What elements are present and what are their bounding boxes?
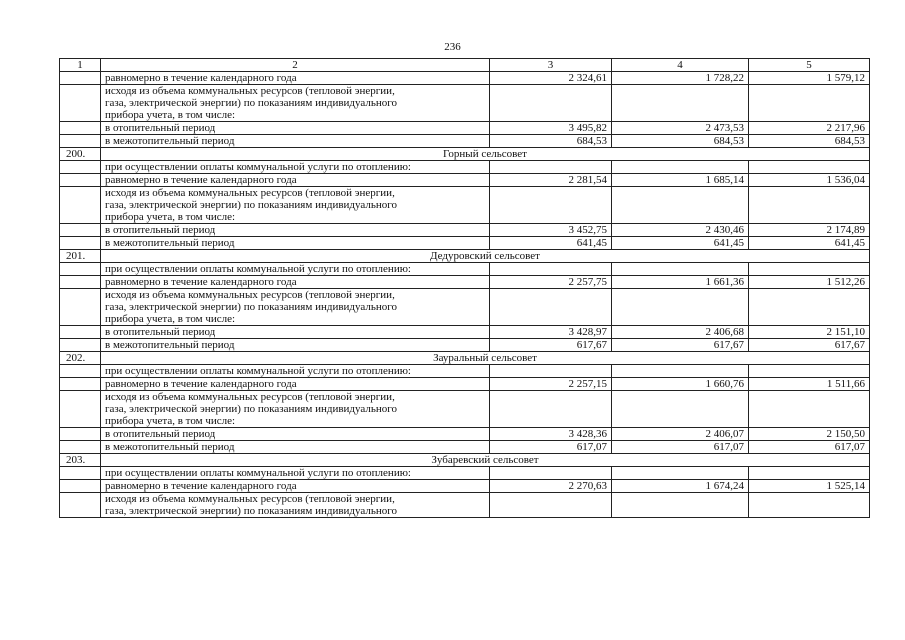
value-col-4	[612, 289, 749, 326]
value-col-5	[749, 467, 870, 480]
value-col-5: 617,67	[749, 339, 870, 352]
row-number	[60, 174, 101, 187]
value-col-3	[490, 263, 612, 276]
table-row	[60, 378, 870, 391]
value-col-5: 1 511,66	[749, 378, 870, 391]
value-col-5: 684,53	[749, 135, 870, 148]
value-col-3: 617,67	[490, 339, 612, 352]
row-number	[60, 276, 101, 289]
table-row	[60, 467, 870, 480]
row-number	[60, 480, 101, 493]
row-number	[60, 391, 101, 428]
value-col-4	[612, 493, 749, 518]
value-col-5	[749, 187, 870, 224]
row-number	[60, 441, 101, 454]
table-row	[60, 339, 870, 352]
value-col-4: 1 660,76	[612, 378, 749, 391]
section-title: Зауральный сельсовет	[101, 352, 870, 365]
table-row	[60, 135, 870, 148]
row-number	[60, 493, 101, 518]
header-col-1: 1	[60, 59, 101, 72]
value-col-5	[749, 365, 870, 378]
value-col-4	[612, 85, 749, 122]
value-col-5: 641,45	[749, 237, 870, 250]
value-col-4: 1 661,36	[612, 276, 749, 289]
value-col-5: 2 151,10	[749, 326, 870, 339]
row-number	[60, 237, 101, 250]
header-col-5: 5	[749, 59, 870, 72]
value-col-5: 2 217,96	[749, 122, 870, 135]
row-description: равномерно в течение календарного года	[101, 276, 490, 289]
table-row	[60, 391, 870, 428]
row-number	[60, 263, 101, 276]
row-description: в отопительный период	[101, 326, 490, 339]
section-title: Зубаревский сельсовет	[101, 454, 870, 467]
row-description: при осуществлении оплаты коммунальной услуги по отоплению:	[101, 365, 490, 378]
header-col-3: 3	[490, 59, 612, 72]
value-col-5	[749, 161, 870, 174]
row-number	[60, 339, 101, 352]
table-row	[60, 289, 870, 326]
value-col-4: 2 430,46	[612, 224, 749, 237]
table-row	[60, 326, 870, 339]
row-description: в отопительный период	[101, 122, 490, 135]
table-row	[60, 441, 870, 454]
value-col-3: 2 257,75	[490, 276, 612, 289]
row-description: при осуществлении оплаты коммунальной услуги по отоплению:	[101, 467, 490, 480]
value-col-3: 2 281,54	[490, 174, 612, 187]
value-col-3: 3 452,75	[490, 224, 612, 237]
value-col-3: 3 495,82	[490, 122, 612, 135]
value-col-5	[749, 493, 870, 518]
value-col-3: 2 324,61	[490, 72, 612, 85]
value-col-4	[612, 161, 749, 174]
value-col-5	[749, 263, 870, 276]
table-row	[60, 263, 870, 276]
value-col-4	[612, 391, 749, 428]
table-row	[60, 276, 870, 289]
value-col-5: 617,07	[749, 441, 870, 454]
row-number	[60, 72, 101, 85]
row-description: исходя из объема коммунальных ресурсов (тепловой энергии, газа, электрической энергии) по показаниям индивидуального прибора учета, в том числе:	[101, 85, 490, 122]
value-col-3	[490, 493, 612, 518]
header-col-2: 2	[101, 59, 490, 72]
row-description: в межотопительный период	[101, 441, 490, 454]
row-number	[60, 187, 101, 224]
value-col-4: 617,67	[612, 339, 749, 352]
value-col-4	[612, 187, 749, 224]
value-col-3: 2 270,63	[490, 480, 612, 493]
value-col-3: 617,07	[490, 441, 612, 454]
table-row	[60, 161, 870, 174]
row-description: в межотопительный период	[101, 135, 490, 148]
section-title: Дедуровский сельсовет	[101, 250, 870, 263]
section-number: 202.	[60, 352, 101, 365]
value-col-5	[749, 289, 870, 326]
row-number	[60, 378, 101, 391]
header-col-4: 4	[612, 59, 749, 72]
table-row	[60, 85, 870, 122]
section-number: 200.	[60, 148, 101, 161]
table-row	[60, 237, 870, 250]
value-col-3: 641,45	[490, 237, 612, 250]
section-title: Горный сельсовет	[101, 148, 870, 161]
row-number	[60, 289, 101, 326]
value-col-5: 2 150,50	[749, 428, 870, 441]
row-number	[60, 122, 101, 135]
value-col-4: 1 685,14	[612, 174, 749, 187]
value-col-4: 2 473,53	[612, 122, 749, 135]
page-number: 236	[444, 41, 461, 53]
value-col-3	[490, 467, 612, 480]
table-row	[60, 174, 870, 187]
tariff-table	[59, 58, 870, 518]
value-col-4: 1 674,24	[612, 480, 749, 493]
row-number	[60, 161, 101, 174]
row-description: в межотопительный период	[101, 237, 490, 250]
value-col-5	[749, 391, 870, 428]
row-number	[60, 365, 101, 378]
row-description: исходя из объема коммунальных ресурсов (тепловой энергии, газа, электрической энергии) по показаниям индивидуального	[101, 493, 490, 518]
table-row	[60, 72, 870, 85]
section-row	[60, 250, 870, 263]
section-row	[60, 148, 870, 161]
section-row	[60, 352, 870, 365]
value-col-5: 1 525,14	[749, 480, 870, 493]
row-number	[60, 428, 101, 441]
value-col-4: 641,45	[612, 237, 749, 250]
row-number	[60, 467, 101, 480]
row-description: равномерно в течение календарного года	[101, 174, 490, 187]
value-col-3	[490, 365, 612, 378]
row-description: при осуществлении оплаты коммунальной услуги по отоплению:	[101, 263, 490, 276]
row-description: в межотопительный период	[101, 339, 490, 352]
table-row	[60, 187, 870, 224]
row-description: исходя из объема коммунальных ресурсов (тепловой энергии, газа, электрической энергии) по показаниям индивидуального прибора учета, в том числе:	[101, 289, 490, 326]
value-col-4: 1 728,22	[612, 72, 749, 85]
row-description: равномерно в течение календарного года	[101, 378, 490, 391]
value-col-3: 3 428,97	[490, 326, 612, 339]
value-col-3	[490, 161, 612, 174]
value-col-3	[490, 187, 612, 224]
row-description: равномерно в течение календарного года	[101, 72, 490, 85]
value-col-4: 684,53	[612, 135, 749, 148]
value-col-3	[490, 391, 612, 428]
value-col-5: 2 174,89	[749, 224, 870, 237]
value-col-4	[612, 263, 749, 276]
value-col-4: 617,07	[612, 441, 749, 454]
row-number	[60, 85, 101, 122]
value-col-5: 1 579,12	[749, 72, 870, 85]
table-row	[60, 480, 870, 493]
value-col-3: 3 428,36	[490, 428, 612, 441]
value-col-3	[490, 289, 612, 326]
value-col-5: 1 536,04	[749, 174, 870, 187]
value-col-4: 2 406,07	[612, 428, 749, 441]
table-row	[60, 224, 870, 237]
row-description: равномерно в течение календарного года	[101, 480, 490, 493]
value-col-3: 2 257,15	[490, 378, 612, 391]
row-description: исходя из объема коммунальных ресурсов (тепловой энергии, газа, электрической энергии) по показаниям индивидуального прибора учета, в том числе:	[101, 187, 490, 224]
table-header-row	[60, 59, 870, 72]
table-row	[60, 428, 870, 441]
row-description: исходя из объема коммунальных ресурсов (тепловой энергии, газа, электрической энергии) по показаниям индивидуального прибора учета, в том числе:	[101, 391, 490, 428]
section-row	[60, 454, 870, 467]
row-description: в отопительный период	[101, 428, 490, 441]
table-row	[60, 493, 870, 518]
value-col-5	[749, 85, 870, 122]
row-number	[60, 135, 101, 148]
row-description: в отопительный период	[101, 224, 490, 237]
section-number: 203.	[60, 454, 101, 467]
value-col-4: 2 406,68	[612, 326, 749, 339]
value-col-3	[490, 85, 612, 122]
value-col-4	[612, 365, 749, 378]
row-number	[60, 326, 101, 339]
value-col-4	[612, 467, 749, 480]
row-number	[60, 224, 101, 237]
value-col-5: 1 512,26	[749, 276, 870, 289]
value-col-3: 684,53	[490, 135, 612, 148]
table-row	[60, 365, 870, 378]
row-description: при осуществлении оплаты коммунальной услуги по отоплению:	[101, 161, 490, 174]
table-row	[60, 122, 870, 135]
table-body	[60, 59, 870, 518]
section-number: 201.	[60, 250, 101, 263]
